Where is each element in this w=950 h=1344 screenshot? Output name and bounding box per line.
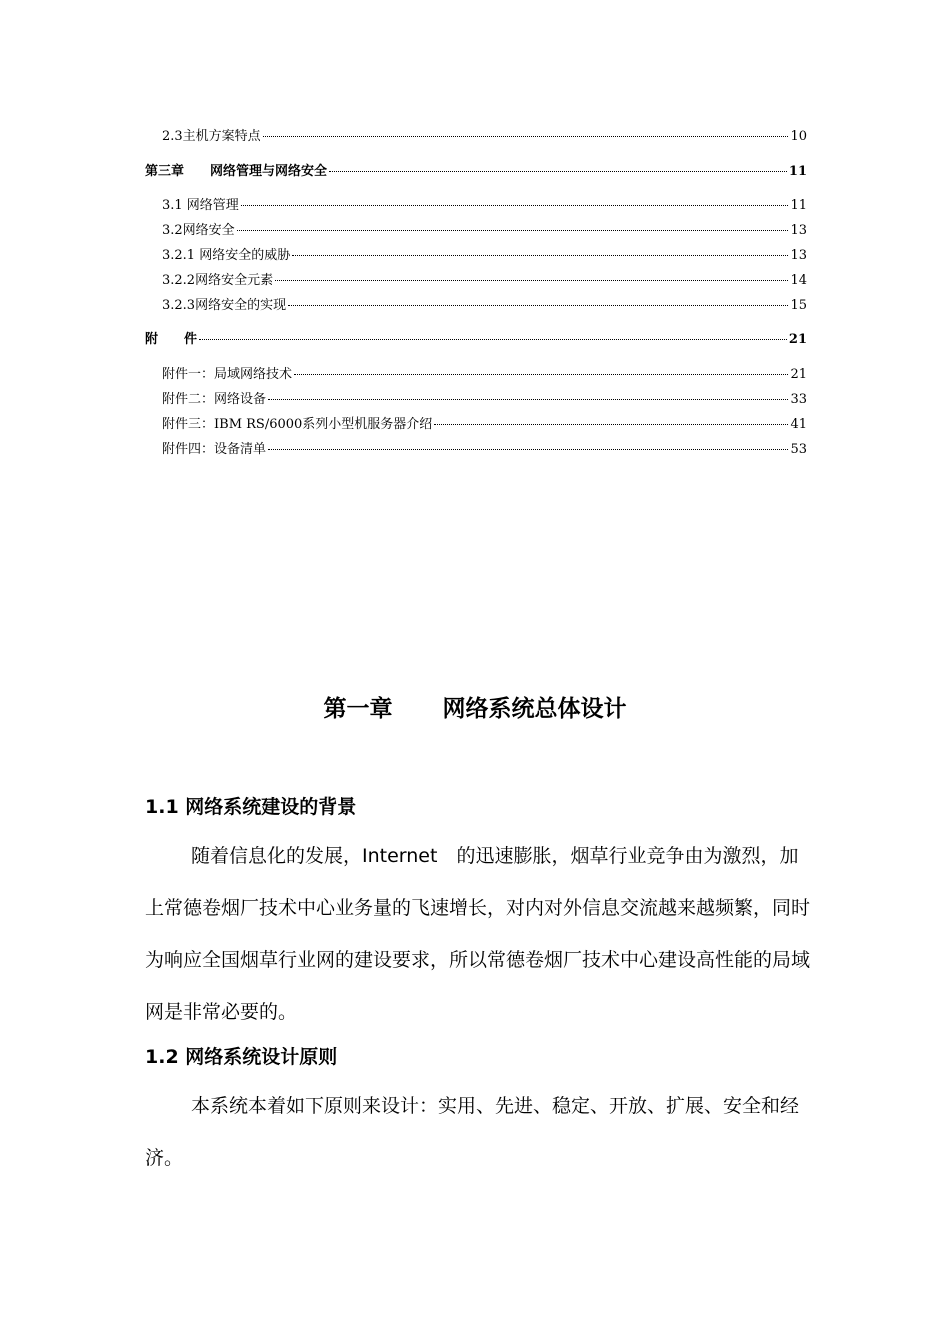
toc-entry-page: 15 xyxy=(790,298,807,313)
toc-entry-page: 14 xyxy=(790,273,807,288)
toc-leader-dots xyxy=(268,449,788,450)
toc-entry[interactable] xyxy=(162,392,807,408)
toc-entry[interactable] xyxy=(145,332,807,348)
toc-leader-dots xyxy=(434,424,788,425)
section-heading: 1.1 网络系统建设的背景 xyxy=(145,796,357,818)
toc-entry-page: 11 xyxy=(790,198,807,213)
toc-entry-label: 附件三：IBM RS/6000系列小型机服务器介绍 xyxy=(162,417,433,432)
toc-leader-dots xyxy=(329,171,787,172)
toc-entry-label: 附件一：局域网络技术 xyxy=(162,367,293,382)
toc-entry[interactable] xyxy=(162,198,807,214)
section-paragraph: 本系统本着如下原则来设计：实用、先进、稳定、开放、扩展、安全和经济。 xyxy=(145,1095,800,1169)
toc-entry-label: 3.2网络安全 xyxy=(162,223,235,238)
toc-entry[interactable] xyxy=(162,129,807,145)
toc-entry[interactable] xyxy=(162,248,807,264)
toc-entry[interactable] xyxy=(162,273,807,289)
toc-leader-dots xyxy=(241,205,789,206)
toc-entry[interactable] xyxy=(162,223,807,239)
toc-leader-dots xyxy=(237,230,789,231)
toc-entry-label: 3.2.3网络安全的实现 xyxy=(162,298,287,313)
toc-leader-dots xyxy=(275,280,788,281)
toc-entry-page: 10 xyxy=(790,129,807,144)
toc-entry-page: 53 xyxy=(790,442,807,457)
toc-entry[interactable] xyxy=(162,417,807,433)
toc-leader-dots xyxy=(263,136,789,137)
toc-entry-label: 附件四：设备清单 xyxy=(162,442,267,457)
toc-entry-label: 附 件 xyxy=(145,332,198,347)
chapter-number: 第一章 xyxy=(323,696,393,722)
toc-entry-page: 33 xyxy=(790,392,807,407)
section-heading: 1.2 网络系统设计原则 xyxy=(145,1046,338,1068)
toc-entry[interactable] xyxy=(145,164,807,180)
toc-leader-dots xyxy=(199,339,787,340)
toc-entry[interactable] xyxy=(162,298,807,314)
toc-entry-label: 2.3主机方案特点 xyxy=(162,129,261,144)
toc-entry-label: 附件二：网络设备 xyxy=(162,392,267,407)
toc-entry-label: 3.2.2网络安全元素 xyxy=(162,273,274,288)
toc-leader-dots xyxy=(292,255,788,256)
toc-entry-page: 41 xyxy=(790,417,807,432)
toc-entry-label: 第三章 网络管理与网络安全 xyxy=(145,164,328,179)
toc-entry-label: 3.1 网络管理 xyxy=(162,198,239,213)
toc-leader-dots xyxy=(288,305,788,306)
chapter-name: 网络系统总体设计 xyxy=(442,696,627,722)
toc-entry-page: 11 xyxy=(788,164,807,179)
toc-entry-page: 13 xyxy=(790,223,807,238)
toc-entry[interactable] xyxy=(162,442,807,458)
chapter-title xyxy=(0,690,950,723)
toc-entry-label: 3.2.1 网络安全的威胁 xyxy=(162,248,291,263)
toc-entry-page: 21 xyxy=(788,332,807,347)
toc-entry[interactable] xyxy=(162,367,807,383)
toc-leader-dots xyxy=(294,374,788,375)
section-paragraph: 随着信息化的发展，Internet 的迅速膨胀，烟草行业竞争由为激烈，加上常德卷烟厂技术中心业务量的飞速增长，对内对外信息交流越来越频繁，同时为响应全国烟草行业网的建设要求，所以常德卷烟厂技术中心建设高性能的局域网是非常必要的。 xyxy=(145,845,811,1023)
toc-entry-page: 21 xyxy=(790,367,807,382)
toc-entry-page: 13 xyxy=(790,248,807,263)
toc-leader-dots xyxy=(268,399,788,400)
